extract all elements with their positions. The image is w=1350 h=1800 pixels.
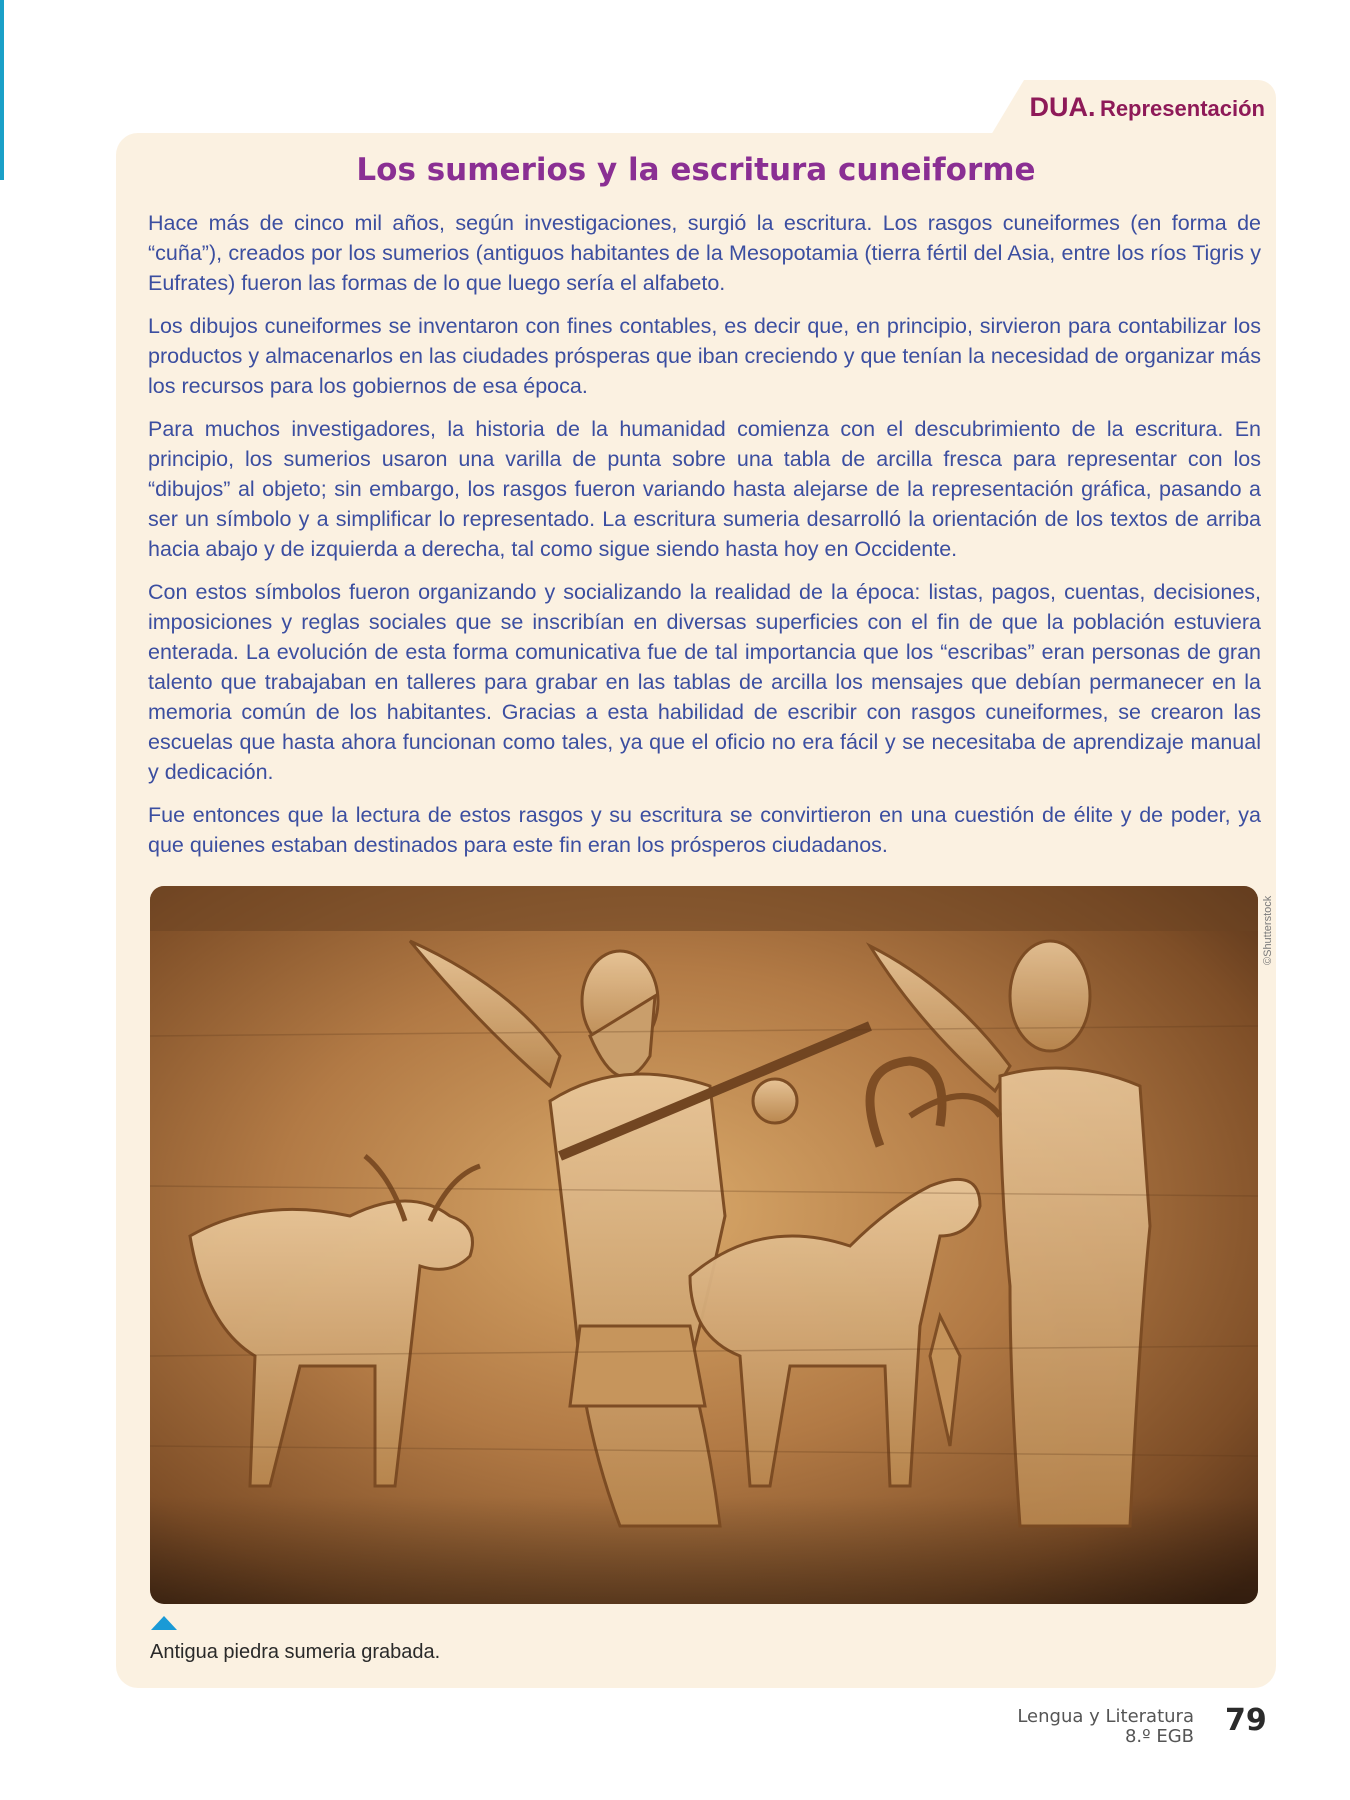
page-number: 79 [1225,1703,1267,1738]
footer-subject-name: Lengua y Literatura [1017,1706,1194,1727]
footer-subject [1017,1707,1194,1747]
body-text [148,208,1261,873]
paragraph: Para muchos investigadores, la historia de la humanidad comienza con el descubrimiento de la escritura. En principio, los sumerios usaron una varilla de punta sobre una tabla de arcilla fresca para representar con los “dibujos” al objeto; sin embargo, los rasgos fueron variando hasta alejarse de la representación gráfica, pasando a ser un símbolo y a simplificar lo representado. La escritura sumeria desarrolló la orientación de los textos de arriba hacia abajo y de izquierda a derecha, tal como sigue siendo hasta hoy en Occidente. [148,417,1261,561]
page-edge-accent [0,0,4,180]
dua-badge [1029,92,1265,123]
footer-grade: 8.º EGB [1124,1726,1194,1747]
section-title: Los sumerios y la escritura cuneiforme [356,152,1036,188]
photo-caption: Antigua piedra sumeria grabada. [150,1641,441,1663]
caption-arrow-icon [151,1616,177,1630]
paragraph: Hace más de cinco mil años, según investigaciones, surgió la escritura. Los rasgos cuneiformes (en forma de “cuña”), creados por los sumerios (antiguos habitantes de la Mesopotamia (tierra fértil del Asia, entre los ríos Tigris y Eufrates) fueron las formas de lo que luego sería el alfabeto. [148,211,1261,295]
paragraph: Los dibujos cuneiformes se inventaron con fines contables, es decir que, en principio, sirvieron para contabilizar los productos y almacenarlos en las ciudades prósperas que iban creciendo y que tenían la necesidad de organizar más los recursos para los gobiernos de esa época. [148,314,1261,398]
dua-badge-label: Representación [1099,96,1265,121]
photo-credit: ©Shutterstock [1262,895,1274,965]
paragraph: Fue entonces que la lectura de estos rasgos y su escritura se convirtieron en una cuestión de élite y de poder, ya que quienes estaban destinados para este fin eran los prósperos ciudadanos. [148,803,1261,857]
paragraph: Con estos símbolos fueron organizando y socializando la realidad de la época: listas, pagos, cuentas, decisiones, imposiciones y reglas sociales que se inscribían en diversas superficies con el fin de que la población estuviera enterada. La evolución de esta forma comunicativa fue de tal importancia que los “escribas” eran personas de gran talento que trabajaban en talleres para grabar en las tablas de arcilla los mensajes que debían permanecer en la memoria común de los habitantes. Gracias a esta habilidad de escribir con rasgos cuneiformes, se crearon las escuelas que hasta ahora funcionan como tales, ya que el oficio no era fácil y se necesitaba de aprendizaje manual y dedicación. [148,580,1261,784]
dua-badge-strong: DUA. [1029,92,1096,122]
sumerian-relief-photo [150,886,1258,1604]
